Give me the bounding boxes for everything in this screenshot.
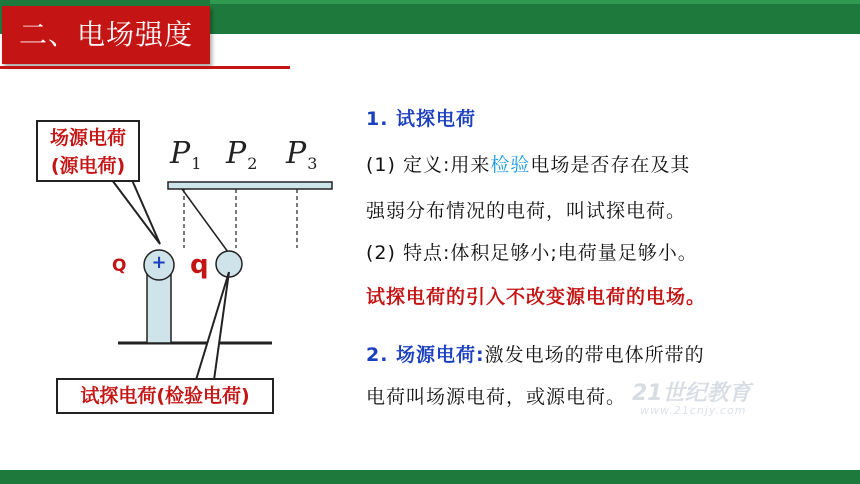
point-sub: 2 (247, 154, 258, 173)
point-label-p3 (286, 136, 317, 173)
point-label-p1 (170, 136, 201, 173)
source-charge-line-1 (366, 340, 705, 367)
charge-Q-label: Q (112, 256, 127, 276)
point-label-p2 (226, 136, 257, 173)
test-charge-label: 试探电荷(检验电荷) (56, 378, 274, 414)
source-label-line2: (源电荷) (50, 155, 126, 177)
source-label-line1: 场源电荷 (49, 127, 126, 149)
red-note: 试探电荷的引入不改变源电荷的电场。 (366, 286, 707, 308)
point-sub: 1 (191, 154, 202, 173)
insulating-rod (168, 182, 332, 189)
source-stand (147, 272, 171, 343)
heading-source-charge: 2. 场源电荷: (366, 344, 485, 366)
charge-q-label: q (190, 250, 209, 280)
source-charge-line-2: 电荷叫场源电荷，或源电荷。 (366, 386, 627, 408)
page-title: 二、电场强度 (18, 18, 193, 51)
test-callout-tail (196, 272, 229, 380)
definition-line-1 (366, 150, 690, 177)
point-sub: 3 (307, 154, 318, 173)
source-charge-text: 激发电场的带电体所带的 (484, 344, 705, 366)
source-callout-tail (112, 180, 160, 244)
suspension-thread (182, 189, 228, 252)
bottom-green-bar (0, 470, 860, 484)
definition-prefix: (1) 定义:用来 (366, 154, 491, 176)
definition-line-2: 强弱分布情况的电荷，叫试探电荷。 (366, 200, 687, 222)
point-letter: P (226, 136, 247, 171)
point-letter: P (170, 136, 191, 171)
definition-rest: 电场是否存在及其 (530, 154, 691, 176)
watermark-url: www.21cnjy.com (640, 404, 747, 417)
source-charge-label (36, 120, 140, 182)
plus-sign: + (151, 252, 167, 273)
definition-highlight: 检验 (490, 154, 531, 176)
heading-test-charge: 1. 试探电荷 (366, 108, 477, 130)
watermark-logo: 21世纪教育 (632, 381, 751, 406)
feature-line: (2) 特点:体积足够小;电荷量足够小。 (366, 242, 698, 264)
point-letter: P (286, 136, 307, 171)
